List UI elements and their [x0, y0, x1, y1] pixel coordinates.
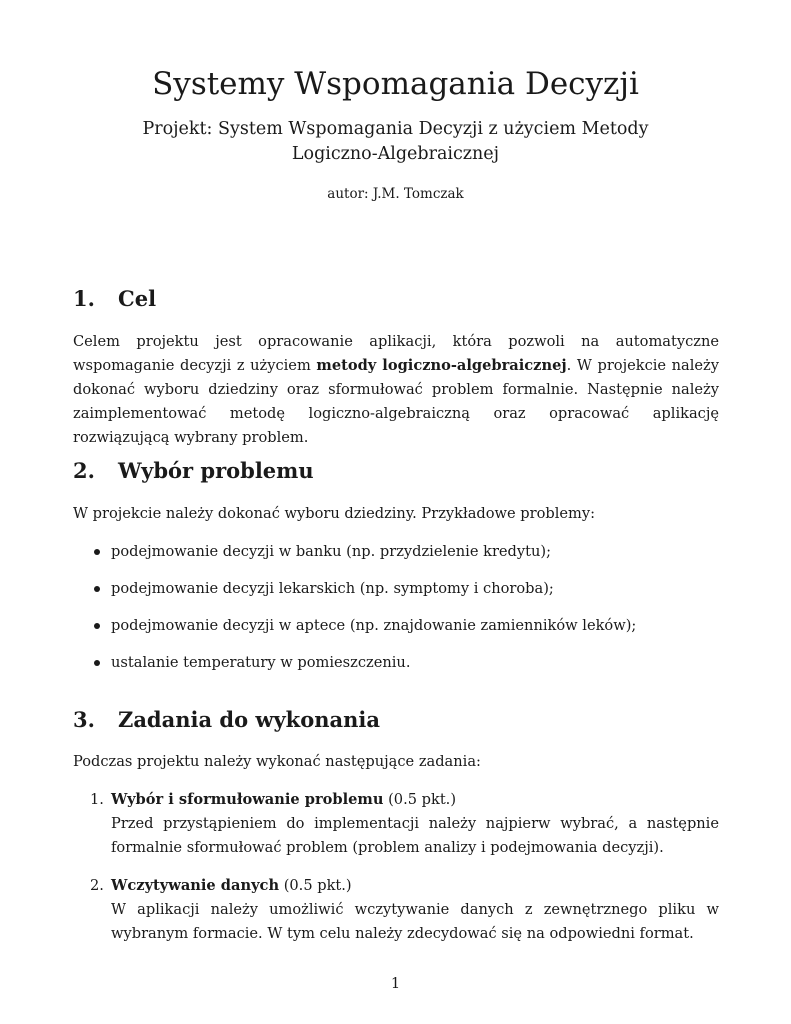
- list-item: [73, 579, 719, 616]
- list-item-text: podejmowanie decyzji w banku (np. przydzielenie kredytu);: [111, 543, 552, 560]
- task-item: [73, 874, 719, 946]
- list-item-text: podejmowanie decyzji lekarskich (np. symptomy i choroba);: [111, 580, 554, 597]
- task-number: 2.: [90, 877, 104, 894]
- author-line: autor: J.M. Tomczak: [327, 186, 464, 202]
- list-item-text: podejmowanie decyzji w aptece (np. znajdowanie zamienników leków);: [111, 617, 637, 634]
- task-description: Przed przystąpieniem do implementacji należy najpierw wybrać, a następnie formalnie sformułować problem (problem analizy i podejmowania decyzji).: [111, 815, 719, 856]
- example-problems-list: [73, 542, 719, 690]
- task-header: [111, 788, 719, 812]
- section-number: 3.: [73, 707, 95, 732]
- section-number: 1.: [73, 286, 95, 311]
- list-item: [73, 542, 719, 579]
- section-heading-cel: [73, 285, 156, 313]
- task-title: Wczytywanie danych: [111, 877, 280, 894]
- emphasis-method: metody logiczno-algebraicznej: [316, 357, 567, 374]
- page-number: 1: [390, 975, 401, 992]
- paragraph-text: Celem projektu jest opracowanie aplikacji, która pozwoli na automatyczne wspomaganie decyzji z użyciem: [73, 333, 719, 374]
- section-zadania-intro: Podczas projektu należy wykonać następujące zadania:: [73, 753, 481, 770]
- list-item: [73, 653, 719, 690]
- document-subtitle: Projekt: System Wspomagania Decyzji z użyciem Metody Logiczno-Algebraicznej: [142, 119, 649, 164]
- bullet-icon: [94, 549, 100, 555]
- task-item: [73, 788, 719, 860]
- document-title: Systemy Wspomagania Decyzji: [152, 66, 639, 102]
- section-number: 2.: [73, 458, 95, 483]
- tasks-list: [73, 788, 719, 946]
- section-title: Cel: [118, 286, 157, 311]
- section-title: Zadania do wykonania: [118, 707, 380, 732]
- section-cel-paragraph: [73, 330, 719, 450]
- section-wybor-intro: W projekcie należy dokonać wyboru dziedziny. Przykładowe problemy:: [73, 505, 596, 522]
- task-points: (0.5 pkt.): [283, 877, 352, 894]
- list-item: [73, 616, 719, 653]
- task-header: [111, 874, 719, 898]
- task-points: (0.5 pkt.): [388, 791, 457, 808]
- bullet-icon: [94, 660, 100, 666]
- section-title: Wybór problemu: [118, 458, 314, 483]
- section-heading-wybor-problemu: [73, 457, 314, 485]
- task-description: W aplikacji należy umożliwić wczytywanie danych z zewnętrznego pliku w wybranym formacie. W tym celu należy zdecydować się na odpowiedni format.: [111, 901, 719, 942]
- paragraph-text: . W projekcie należy dokonać wyboru dziedziny oraz sformułować problem formalnie. Następnie należy zaimplementować metodę logiczno-algebraiczną oraz opracować aplikację rozwiązującą wybrany problem.: [73, 357, 719, 446]
- section-heading-zadania: [73, 706, 380, 734]
- list-item-text: ustalanie temperatury w pomieszczeniu.: [111, 654, 411, 671]
- bullet-icon: [94, 623, 100, 629]
- bullet-icon: [94, 586, 100, 592]
- task-number: 1.: [90, 791, 104, 808]
- task-title: Wybór i sformułowanie problemu: [111, 791, 384, 808]
